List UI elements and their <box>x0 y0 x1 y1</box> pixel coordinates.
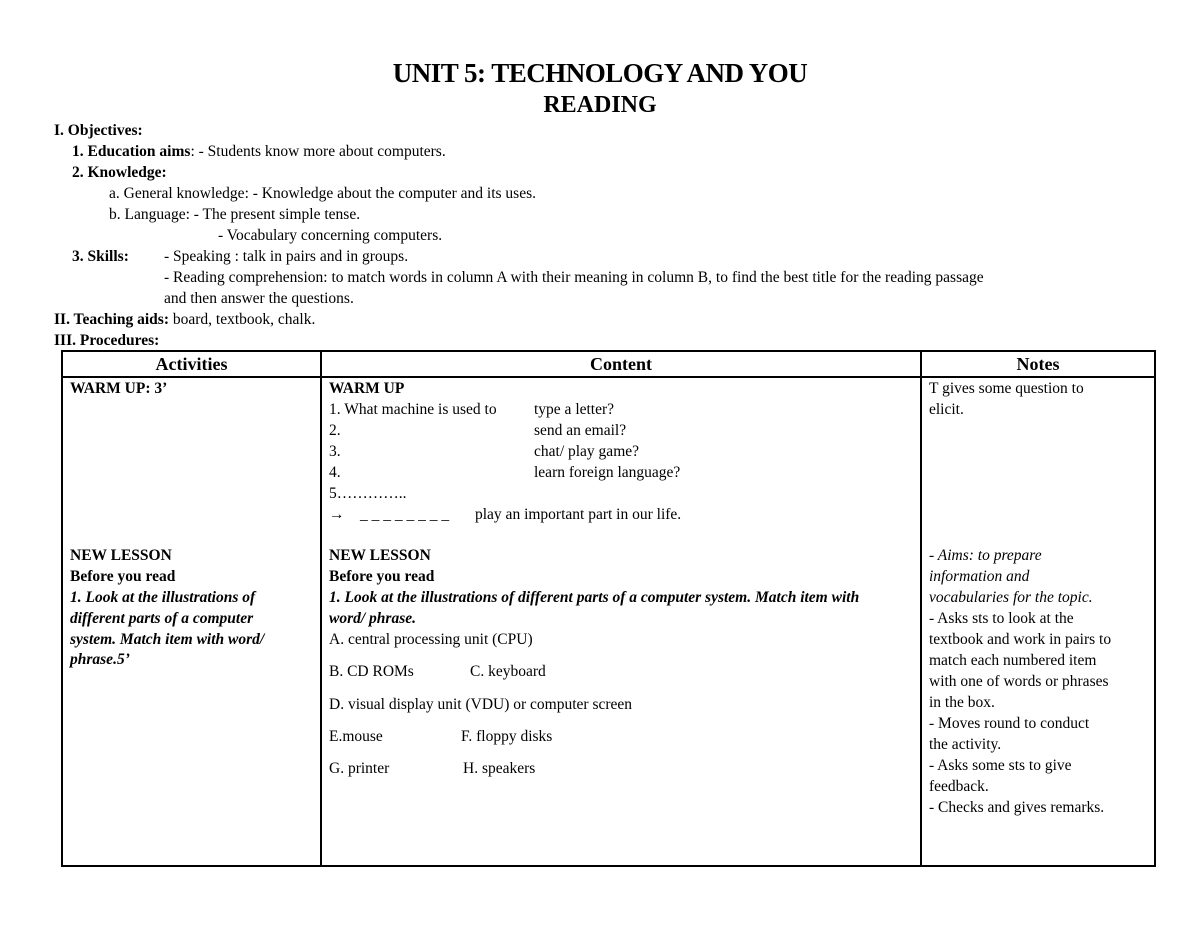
skills-label: 3. Skills: <box>72 248 129 265</box>
education-aims-text: : - Students know more about computers. <box>190 143 446 160</box>
warmup-question-4: 4. <box>329 464 341 481</box>
education-aims-label: 1. Education aims <box>72 143 191 160</box>
note-asks-5: in the box. <box>929 694 995 711</box>
item-f: F. floppy disks <box>461 728 553 745</box>
column-header-notes: Notes <box>921 351 1155 377</box>
warmup-question-3-task: chat/ play game? <box>534 443 640 460</box>
skills-reading: - Reading comprehension: to match words in column A with their meaning in column B, to find the best title for the reading passage <box>164 269 984 286</box>
warmup-question-1: 1. What machine is used to <box>329 401 497 418</box>
note-aims-1: - Aims: to prepare <box>929 547 1042 564</box>
content-task: 1. Look at the illustrations of different parts of a computer system. Match item with word/ phrase. <box>329 589 860 627</box>
teaching-aids-text: board, textbook, chalk. <box>169 311 316 328</box>
unit-title: UNIT 5: TECHNOLOGY AND YOU <box>392 58 808 88</box>
activity-task: 1. Look at the illustrations of different parts of a computer system. Match item with word/ phrase.5’ <box>70 589 265 669</box>
skills-speaking: - Speaking : talk in pairs and in groups. <box>164 248 409 265</box>
knowledge-general: a. General knowledge: - Knowledge about the computer and its uses. <box>109 185 536 202</box>
note-aims-2: information and <box>929 568 1030 585</box>
skills-reading-cont: and then answer the questions. <box>164 290 354 307</box>
note-moves-1: - Moves round to conduct <box>929 715 1090 732</box>
warmup-question-3: 3. <box>329 443 341 460</box>
activity-new-lesson: NEW LESSON <box>70 547 172 564</box>
knowledge-label: 2. Knowledge: <box>72 164 167 181</box>
note-asks-2: textbook and work in pairs to <box>929 631 1112 648</box>
note-checks: - Checks and gives remarks. <box>929 799 1105 816</box>
note-moves-2: the activity. <box>929 736 1002 753</box>
warmup-conclusion: play an important part in our life. <box>475 506 682 523</box>
warmup-question-2: 2. <box>329 422 341 439</box>
note-feedback-1: - Asks some sts to give <box>929 757 1072 774</box>
knowledge-language: b. Language: - The present simple tense. <box>109 206 361 223</box>
table-header-row <box>62 351 1155 377</box>
education-aims <box>72 142 446 162</box>
procedures-table <box>61 350 1156 867</box>
activity-before-read: Before you read <box>70 568 176 585</box>
note-elicit-1: T gives some question to <box>929 380 1084 397</box>
teaching-aids <box>54 310 315 330</box>
warmup-question-2-task: send an email? <box>534 422 627 439</box>
warmup-question-5: 5………….. <box>329 485 407 502</box>
lesson-subtitle: READING <box>543 92 657 118</box>
notes-cell <box>921 377 1155 866</box>
table-row <box>62 377 1155 866</box>
item-d: D. visual display unit (VDU) or computer screen <box>329 696 633 713</box>
arrow-icon: → <box>329 506 345 523</box>
item-b: B. CD ROMs <box>329 663 414 680</box>
item-e: E.mouse <box>329 728 383 745</box>
content-new-lesson: NEW LESSON <box>329 547 431 564</box>
note-asks-1: - Asks sts to look at the <box>929 610 1074 627</box>
content-before-read: Before you read <box>329 568 435 585</box>
activities-cell <box>62 377 321 866</box>
activity-warmup: WARM UP: 3’ <box>70 380 168 397</box>
item-a: A. central processing unit (CPU) <box>329 631 533 648</box>
item-c: C. keyboard <box>470 663 546 680</box>
column-header-activities: Activities <box>62 351 321 377</box>
teaching-aids-label: II. Teaching aids: <box>54 311 170 328</box>
warmup-question-1-task: type a letter? <box>534 401 615 418</box>
note-feedback-2: feedback. <box>929 778 989 795</box>
item-h: H. speakers <box>463 760 536 777</box>
note-asks-3: match each numbered item <box>929 652 1097 669</box>
content-warmup-title: WARM UP <box>329 380 405 397</box>
column-header-content: Content <box>321 351 921 377</box>
note-aims-3: vocabularies for the topic. <box>929 589 1093 606</box>
procedures-heading: III. Procedures: <box>54 332 160 349</box>
knowledge-vocabulary: - Vocabulary concerning computers. <box>218 227 443 244</box>
objectives-heading: I. Objectives: <box>54 122 143 139</box>
answer-blank: _ _ _ _ _ _ _ _ <box>360 506 450 523</box>
item-g: G. printer <box>329 760 390 777</box>
content-cell <box>321 377 921 866</box>
note-elicit-2: elicit. <box>929 401 964 418</box>
warmup-question-4-task: learn foreign language? <box>534 464 681 481</box>
note-asks-4: with one of words or phrases <box>929 673 1109 690</box>
